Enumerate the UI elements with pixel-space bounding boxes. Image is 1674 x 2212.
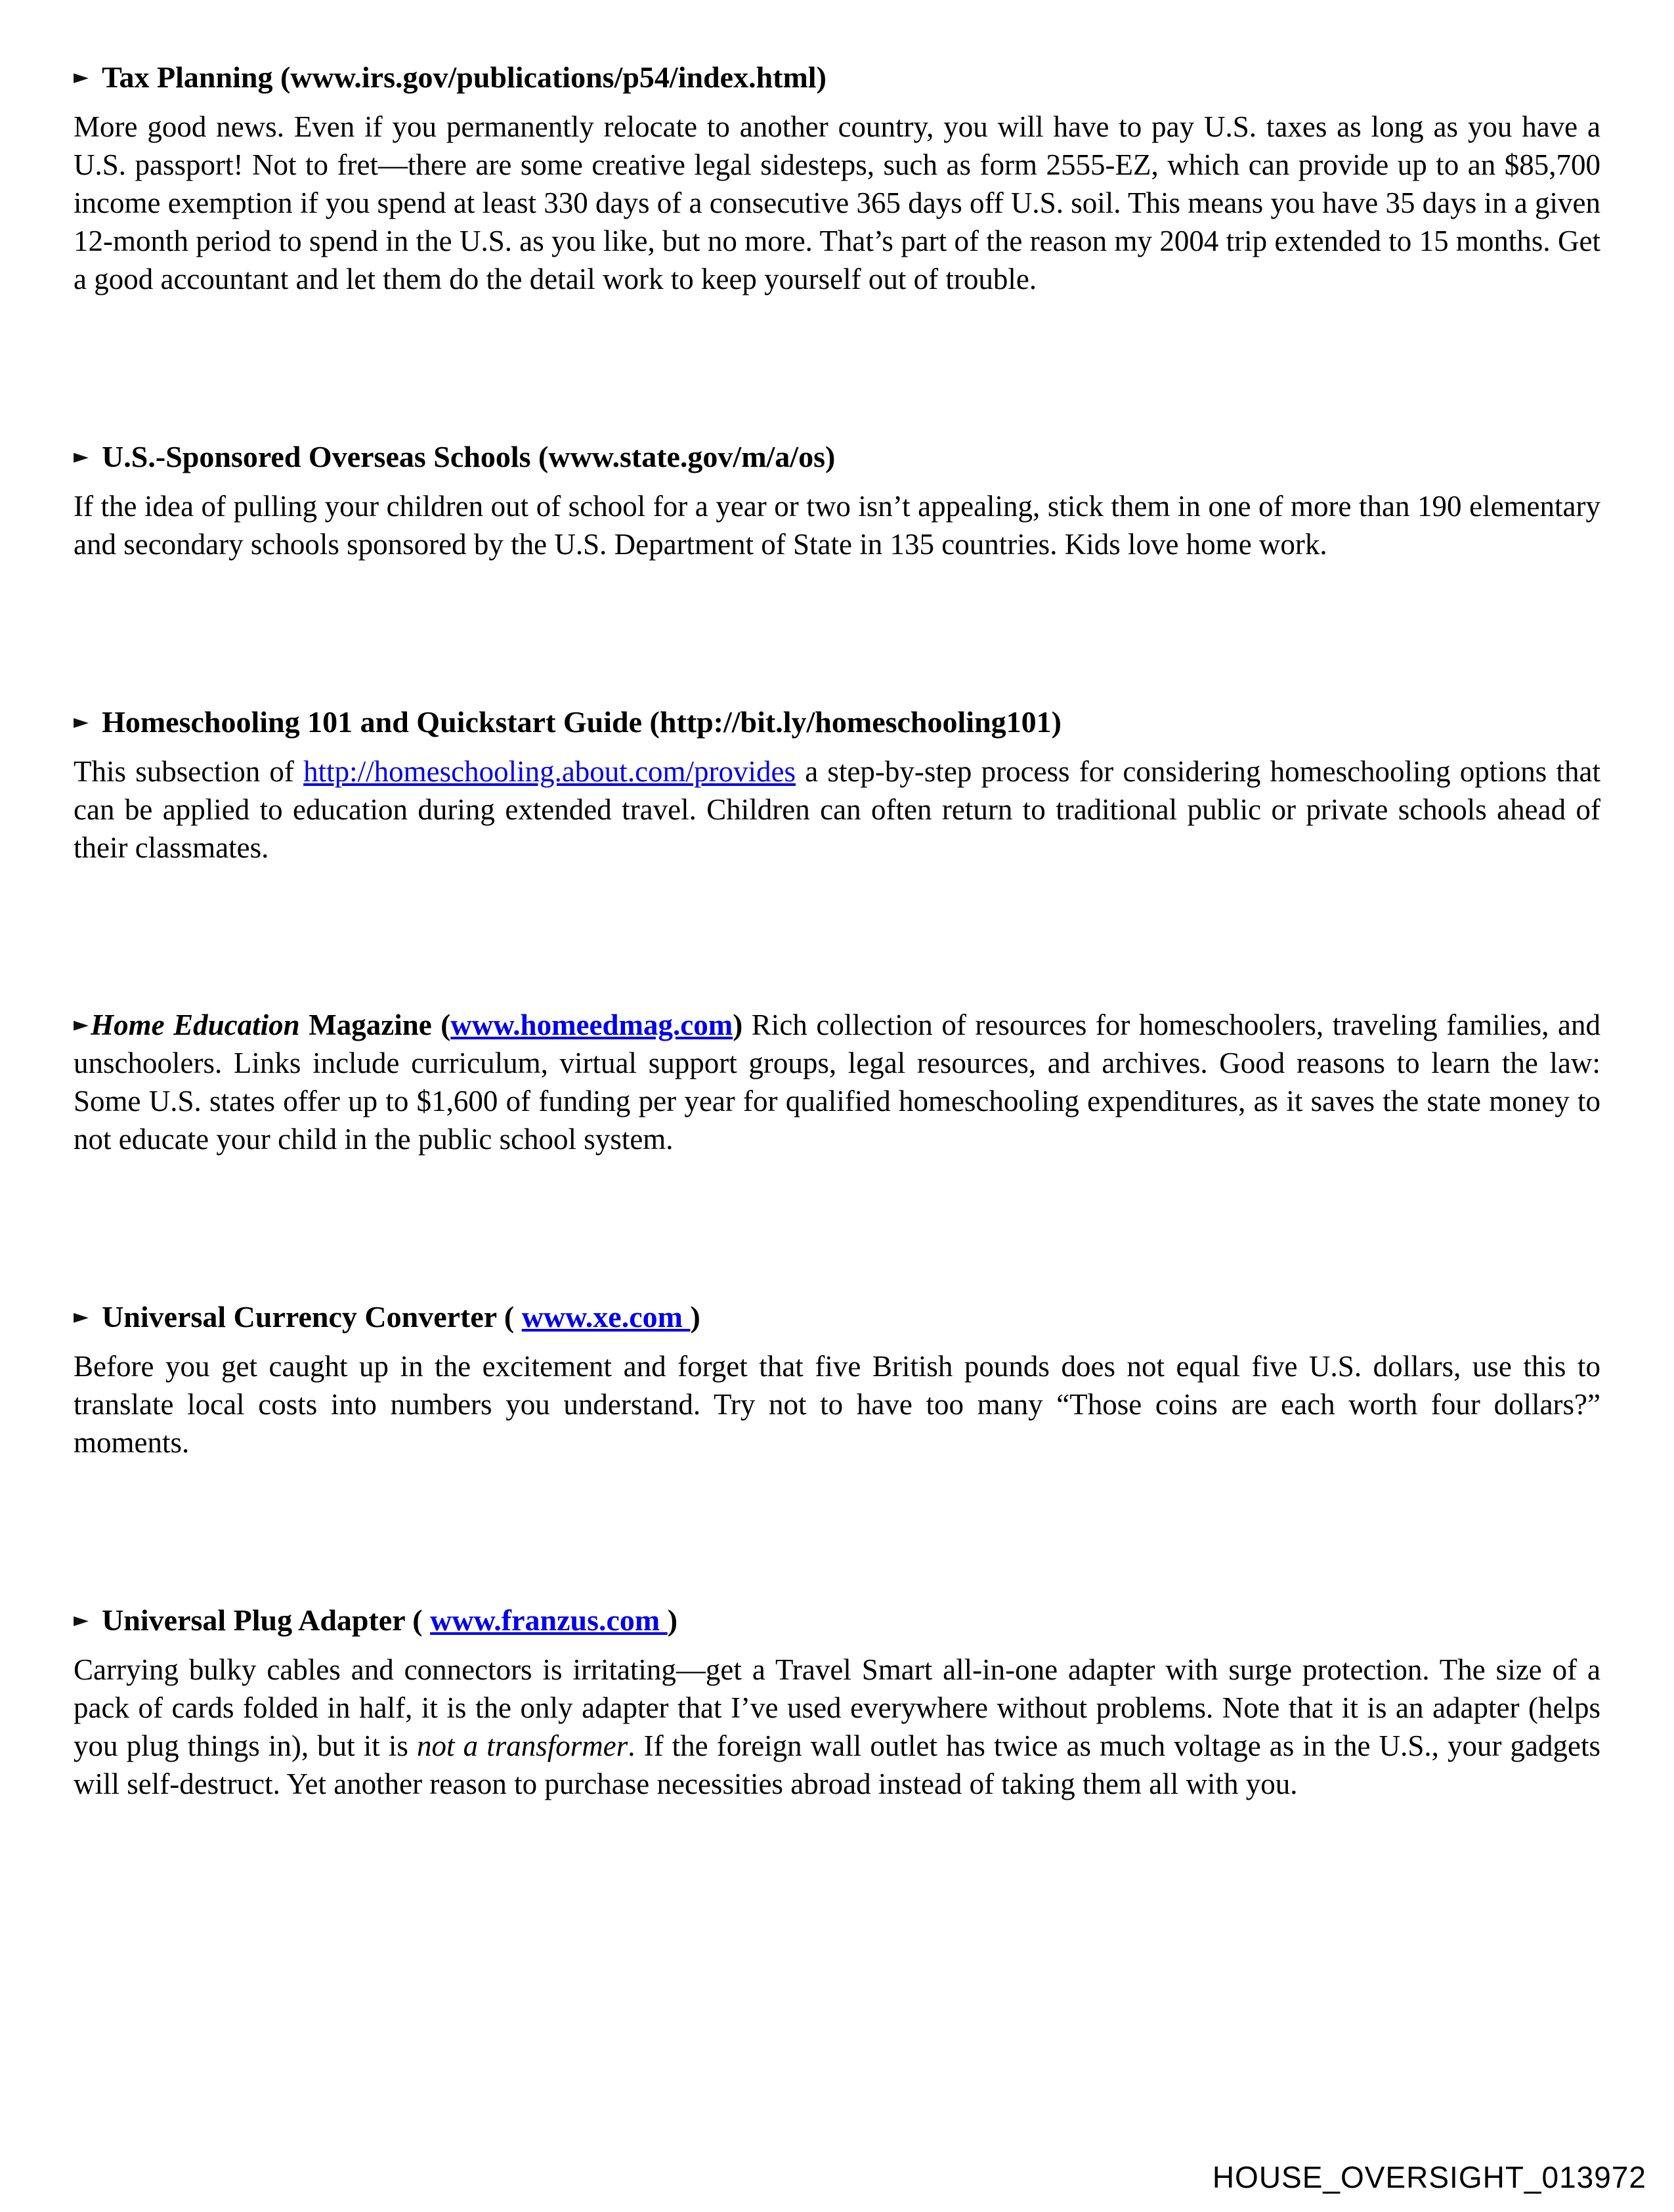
bullet-arrow-icon: ►	[74, 66, 89, 89]
section-tax-planning	[74, 58, 1608, 298]
bullet-arrow-icon: ►	[74, 710, 89, 733]
inline-link[interactable]: www.franzus.com	[430, 1603, 668, 1637]
tax-planning-heading	[74, 58, 1600, 97]
currency-converter-paragraph	[74, 1347, 1608, 1462]
home-education-magazine-paragraph	[74, 1006, 1608, 1158]
text-run: More good news. Even if you permanently relocate to another country, you will have to pay U.S. taxes as long as you have a U.S. passport! Not to fret—there are some creative legal sidesteps, such as form 2555-EZ, which can provide up to an $85,700 income exemption if you spend at least 330 days of a consecutive 365 days off U.S. soil. This means you have 35 days in a given 12-month period to spend in the U.S. as you like, but no more. That’s part of the reason my 2004 trip extended to 15 months. Get a good accountant and let them do the detail work to keep yourself out of trouble.	[74, 110, 1608, 295]
text-run: Universal Plug Adapter (	[102, 1603, 431, 1637]
homeschooling-101-paragraph	[74, 752, 1608, 867]
section-plug-adapter	[74, 1601, 1608, 1803]
section-currency-converter	[74, 1297, 1608, 1462]
currency-converter-heading	[74, 1297, 1600, 1337]
bullet-arrow-icon: ►	[74, 1609, 89, 1632]
section-homeschooling-101	[74, 703, 1608, 867]
overseas-schools-heading-text	[102, 440, 835, 473]
inline-link[interactable]: www.xe.com	[521, 1300, 691, 1334]
text-run: Homeschooling 101 and Quickstart Guide (http://bit.ly/homeschooling101)	[102, 705, 1062, 739]
text-run: U.S.-Sponsored Overseas Schools (www.state.gov/m/a/os)	[102, 440, 836, 473]
text-run: Home Education	[91, 1008, 300, 1041]
plug-adapter-paragraph	[74, 1651, 1608, 1803]
text-run: )	[690, 1300, 700, 1334]
text-run: This subsection of	[74, 755, 304, 788]
bates-number: HOUSE_OVERSIGHT_013972	[1212, 2160, 1646, 2194]
text-run: Rich collection of resources for homeschoolers, traveling families, and unschoolers. Links include curriculum, virtual support groups, legal resources, and archives. Good reasons to learn the law: Some U.S. states offer up to $1,600 of funding per year for qualified homeschooling expenditures, as it saves the state money to not educate your child in the public school system.	[74, 1008, 1608, 1156]
section-overseas-schools	[74, 437, 1608, 563]
text-run: Before you get caught up in the excitement and forget that five British pounds does not equal five U.S. dollars, use this to translate local costs into numbers you understand. Try not to have too many “Those coins are each worth four dollars?” moments.	[74, 1350, 1608, 1459]
text-run: If the idea of pulling your children out of school for a year or two isn’t appealing, stick them in one of more than 190 elementary and secondary schools sponsored by the U.S. Department of State in 135 countries. Kids love home work.	[74, 490, 1608, 561]
inline-link[interactable]: www.homeedmag.com	[450, 1008, 733, 1041]
text-run: Universal Currency Converter (	[102, 1300, 522, 1334]
home-education-magazine-text	[74, 1008, 1608, 1156]
text-run: Tax Planning (www.irs.gov/publications/p54/index.html)	[102, 60, 826, 94]
homeschooling-101-heading-text	[102, 705, 1062, 739]
overseas-schools-heading	[74, 437, 1600, 477]
section-home-education-magazine	[74, 1006, 1608, 1158]
plug-adapter-heading	[74, 1601, 1600, 1640]
text-run: . If the foreign wall outlet has twice as much voltage as in the U.S., your gadgets will self-destruct. Yet another reason to purchase necessities abroad instead of taking them all with you.	[74, 1729, 1608, 1800]
plug-adapter-heading-text	[102, 1603, 677, 1637]
text-run: )	[733, 1008, 752, 1041]
tax-planning-paragraph	[74, 108, 1608, 298]
homeschooling-101-heading	[74, 703, 1600, 742]
text-run: )	[667, 1603, 678, 1637]
tax-planning-heading-text	[102, 60, 826, 94]
currency-converter-heading-text	[102, 1300, 700, 1334]
inline-link[interactable]: http://homeschooling.about.com/provides	[303, 755, 796, 788]
text-run: not a transformer	[417, 1729, 628, 1762]
bullet-arrow-icon: ►	[74, 1305, 89, 1328]
text-run: Magazine (	[299, 1008, 451, 1041]
text-run: Carrying bulky cables and connectors is irritating—get a Travel Smart all-in-one adapter with surge protection. The size of a pack of cards folded in half, it is the only adapter that I’ve used everywhere without problems. Note that it is an adapter (helps you plug things in), but it is	[74, 1653, 1608, 1762]
bullet-arrow-icon: ►	[74, 445, 89, 468]
overseas-schools-paragraph	[74, 487, 1608, 563]
text-run: a step-by-step process for considering homeschooling options that can be applied to education during extended travel. Children can often return to traditional public or private schools ahead of their classmates.	[74, 755, 1608, 864]
bullet-arrow-icon: ►	[74, 1013, 89, 1036]
